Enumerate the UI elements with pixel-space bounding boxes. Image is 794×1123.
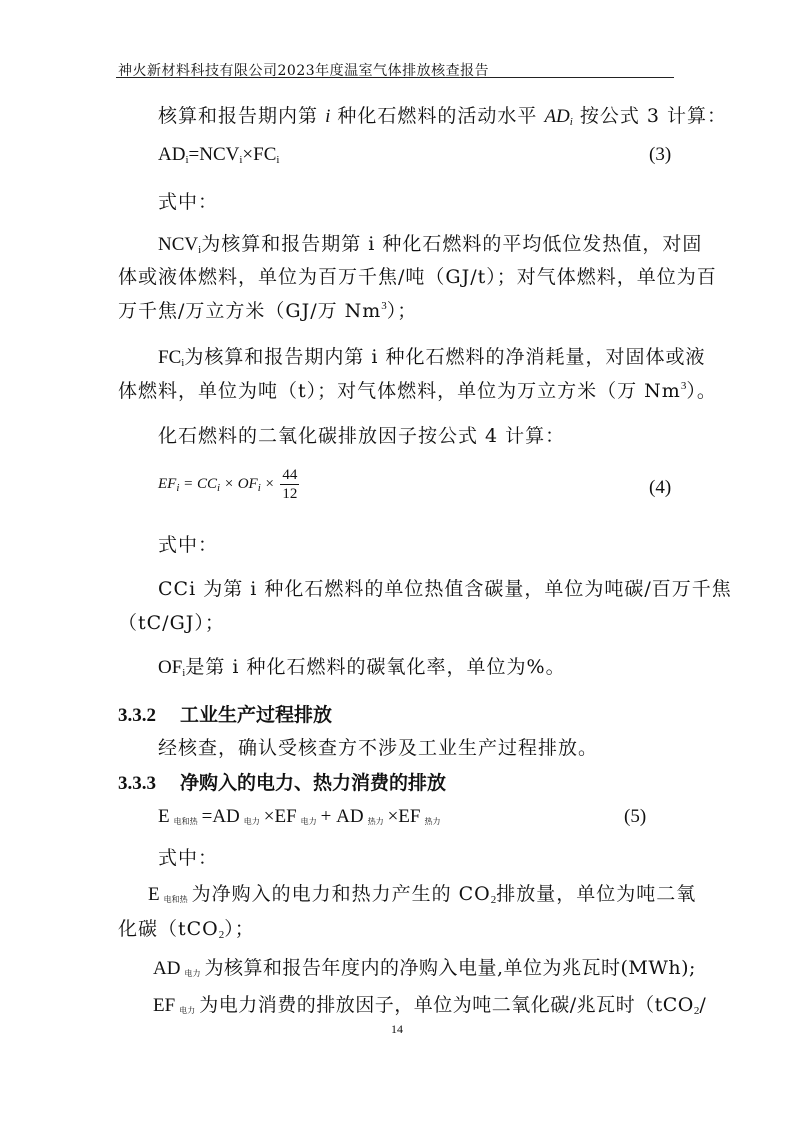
e-text-1b: 排放量，单位为吨二氧 (496, 883, 697, 905)
ef-def-text-a: 为电力消费的排放因子，单位为吨二氧化碳/兆瓦时（tCO (199, 994, 694, 1016)
fc-text-1: 为核算和报告期内第 i 种化石燃料的净消耗量，对固体或液 (184, 346, 706, 368)
section-number-3-3-3: 3.3.3 (118, 773, 156, 794)
equation-5-number: (5) (624, 806, 647, 827)
eq3-ad: AD (158, 144, 186, 165)
e-definition-line-1 (148, 879, 696, 906)
page-number: 14 (391, 1022, 403, 1036)
where-label-1: 式中： (158, 191, 219, 213)
running-header: 神火新材料科技有限公司2023年度温室气体排放核查报告 (118, 63, 490, 79)
e-text-1-sub: 2 (490, 894, 497, 906)
ad-def-symbol: AD (153, 958, 181, 979)
where-label-2: 式中： (158, 534, 219, 556)
ad-intro-pre: 核算和报告期内第 (158, 105, 319, 127)
ef-def-text-sub: 2 (693, 1005, 700, 1017)
of-symbol-sub: i (182, 667, 186, 679)
ad-definition (153, 953, 696, 980)
eq4-numerator: 44 (282, 467, 298, 483)
of-definition (158, 652, 566, 679)
ncv-symbol: NCV (158, 234, 199, 255)
ef-def-symbol: EF (153, 995, 176, 1016)
ad-intro-paragraph (158, 101, 727, 128)
eq3-fc: ×FC (242, 144, 277, 165)
eq5-ef-power: ×EF (263, 806, 297, 827)
eq4-cc-sub: i (217, 481, 221, 494)
fc-definition-line-2 (118, 376, 717, 403)
ef-def-symbol-sub: 电力 (179, 1006, 196, 1015)
eq4-cc: = CC (179, 475, 218, 492)
eq3-fc-sub: i (276, 154, 280, 166)
of-text: 是第 i 种化石燃料的碳氧化率，单位为%。 (185, 656, 566, 678)
ad-intro-index: i (325, 106, 331, 127)
e-text-2-sub: 2 (218, 929, 225, 941)
ad-symbol: AD (544, 106, 570, 127)
eq5-ad-heat: + AD (320, 806, 364, 827)
header-rule (116, 77, 674, 78)
ncv-text-1: 为核算和报告期第 i 种化石燃料的平均低位发热值，对固 (201, 233, 703, 255)
equation-5 (158, 806, 444, 828)
eq5-ef-heat: ×EF (387, 806, 421, 827)
where-label-3: 式中： (158, 847, 219, 869)
eq4-fraction (280, 466, 299, 503)
section-heading-3-3-2 (118, 700, 332, 727)
section-title-3-3-2: 工业生产过程排放 (180, 704, 333, 726)
e-definition-line-2 (118, 914, 255, 941)
section-title-3-3-3: 净购入的电力、热力消费的排放 (180, 772, 447, 794)
equation-4-number: (4) (649, 477, 672, 498)
ad-intro-post: 按公式 3 计算： (579, 105, 728, 127)
equation-3-number: (3) (649, 144, 672, 165)
ad-def-text: 为核算和报告年度内的净购入电量,单位为兆瓦时(MWh); (204, 957, 696, 979)
section-3-3-2-text: 经核查，确认受核查方不涉及工业生产过程排放。 (158, 737, 599, 759)
equation-4 (158, 466, 299, 503)
eq3-ncv-sub: i (239, 154, 243, 166)
eq3-ad-sub: i (185, 154, 189, 166)
ncv-text-3b: ）； (386, 300, 418, 322)
fc-symbol-sub: i (181, 357, 185, 369)
fc-definition-line-1 (158, 342, 705, 369)
ncv-text-3a: 万千焦/万立方米（GJ/万 Nm (118, 300, 382, 322)
eq4-denominator: 12 (282, 486, 298, 502)
ef-definition (153, 990, 706, 1017)
fc-symbol: FC (158, 347, 182, 368)
eq5-ad-power-sub: 电力 (243, 817, 260, 826)
eq5-ad-power: =AD (201, 806, 240, 827)
eq3-ncv: =NCV (188, 144, 240, 165)
eq5-ef-power-sub: 电力 (300, 817, 317, 826)
ad-intro-mid: 种化石燃料的活动水平 (337, 105, 538, 127)
ncv-symbol-sub: i (198, 244, 202, 256)
ncv-definition-line-1 (158, 229, 702, 256)
equation-3 (158, 144, 279, 166)
fc-text-2-sup: 3 (680, 380, 687, 392)
eq4-lhs: EF (158, 475, 177, 492)
fc-text-2b: ）。 (686, 380, 717, 402)
cc-definition-line-2: （tC/GJ）； (118, 612, 225, 634)
eq4-lhs-sub: i (176, 481, 180, 494)
ad-def-symbol-sub: 电力 (184, 969, 201, 978)
ad-symbol-sub: i (569, 116, 573, 128)
e-text-2b: ）； (224, 918, 255, 940)
section-heading-3-3-3 (118, 768, 446, 795)
eq5-ef-heat-sub: 热力 (424, 817, 441, 826)
ncv-definition-line-2: 体或液体燃料，单位为百万千焦/吨（GJ/t）；对气体燃料，单位为百 (118, 266, 717, 288)
eq4-of: × OF (220, 475, 258, 492)
of-symbol: OF (158, 657, 183, 678)
eq5-ad-heat-sub: 热力 (367, 817, 384, 826)
eq5-e-sub: 电和热 (173, 817, 198, 826)
eq4-times: × (260, 475, 279, 492)
e-symbol: E (148, 884, 160, 905)
cc-definition-line-1: CCi 为第 i 种化石燃料的单位热值含碳量，单位为吨碳/百万千焦 (158, 578, 732, 600)
e-text-2a: 化碳（tCO (118, 918, 219, 940)
eq4-of-sub: i (257, 481, 261, 494)
eq5-e: E (158, 806, 170, 827)
ncv-definition-line-3 (118, 296, 417, 323)
e-text-1a: 为净购入的电力和热力产生的 CO (191, 883, 491, 905)
section-number-3-3-2: 3.3.2 (118, 705, 156, 726)
ef-intro-paragraph: 化石燃料的二氧化碳排放因子按公式 4 计算： (158, 425, 566, 447)
ef-def-text-b: / (699, 994, 707, 1016)
ncv-text-3-sup: 3 (381, 300, 387, 312)
fc-text-2a: 体燃料，单位为吨（t）；对气体燃料，单位为万立方米（万 Nm (118, 380, 681, 402)
e-symbol-sub: 电和热 (163, 895, 188, 904)
